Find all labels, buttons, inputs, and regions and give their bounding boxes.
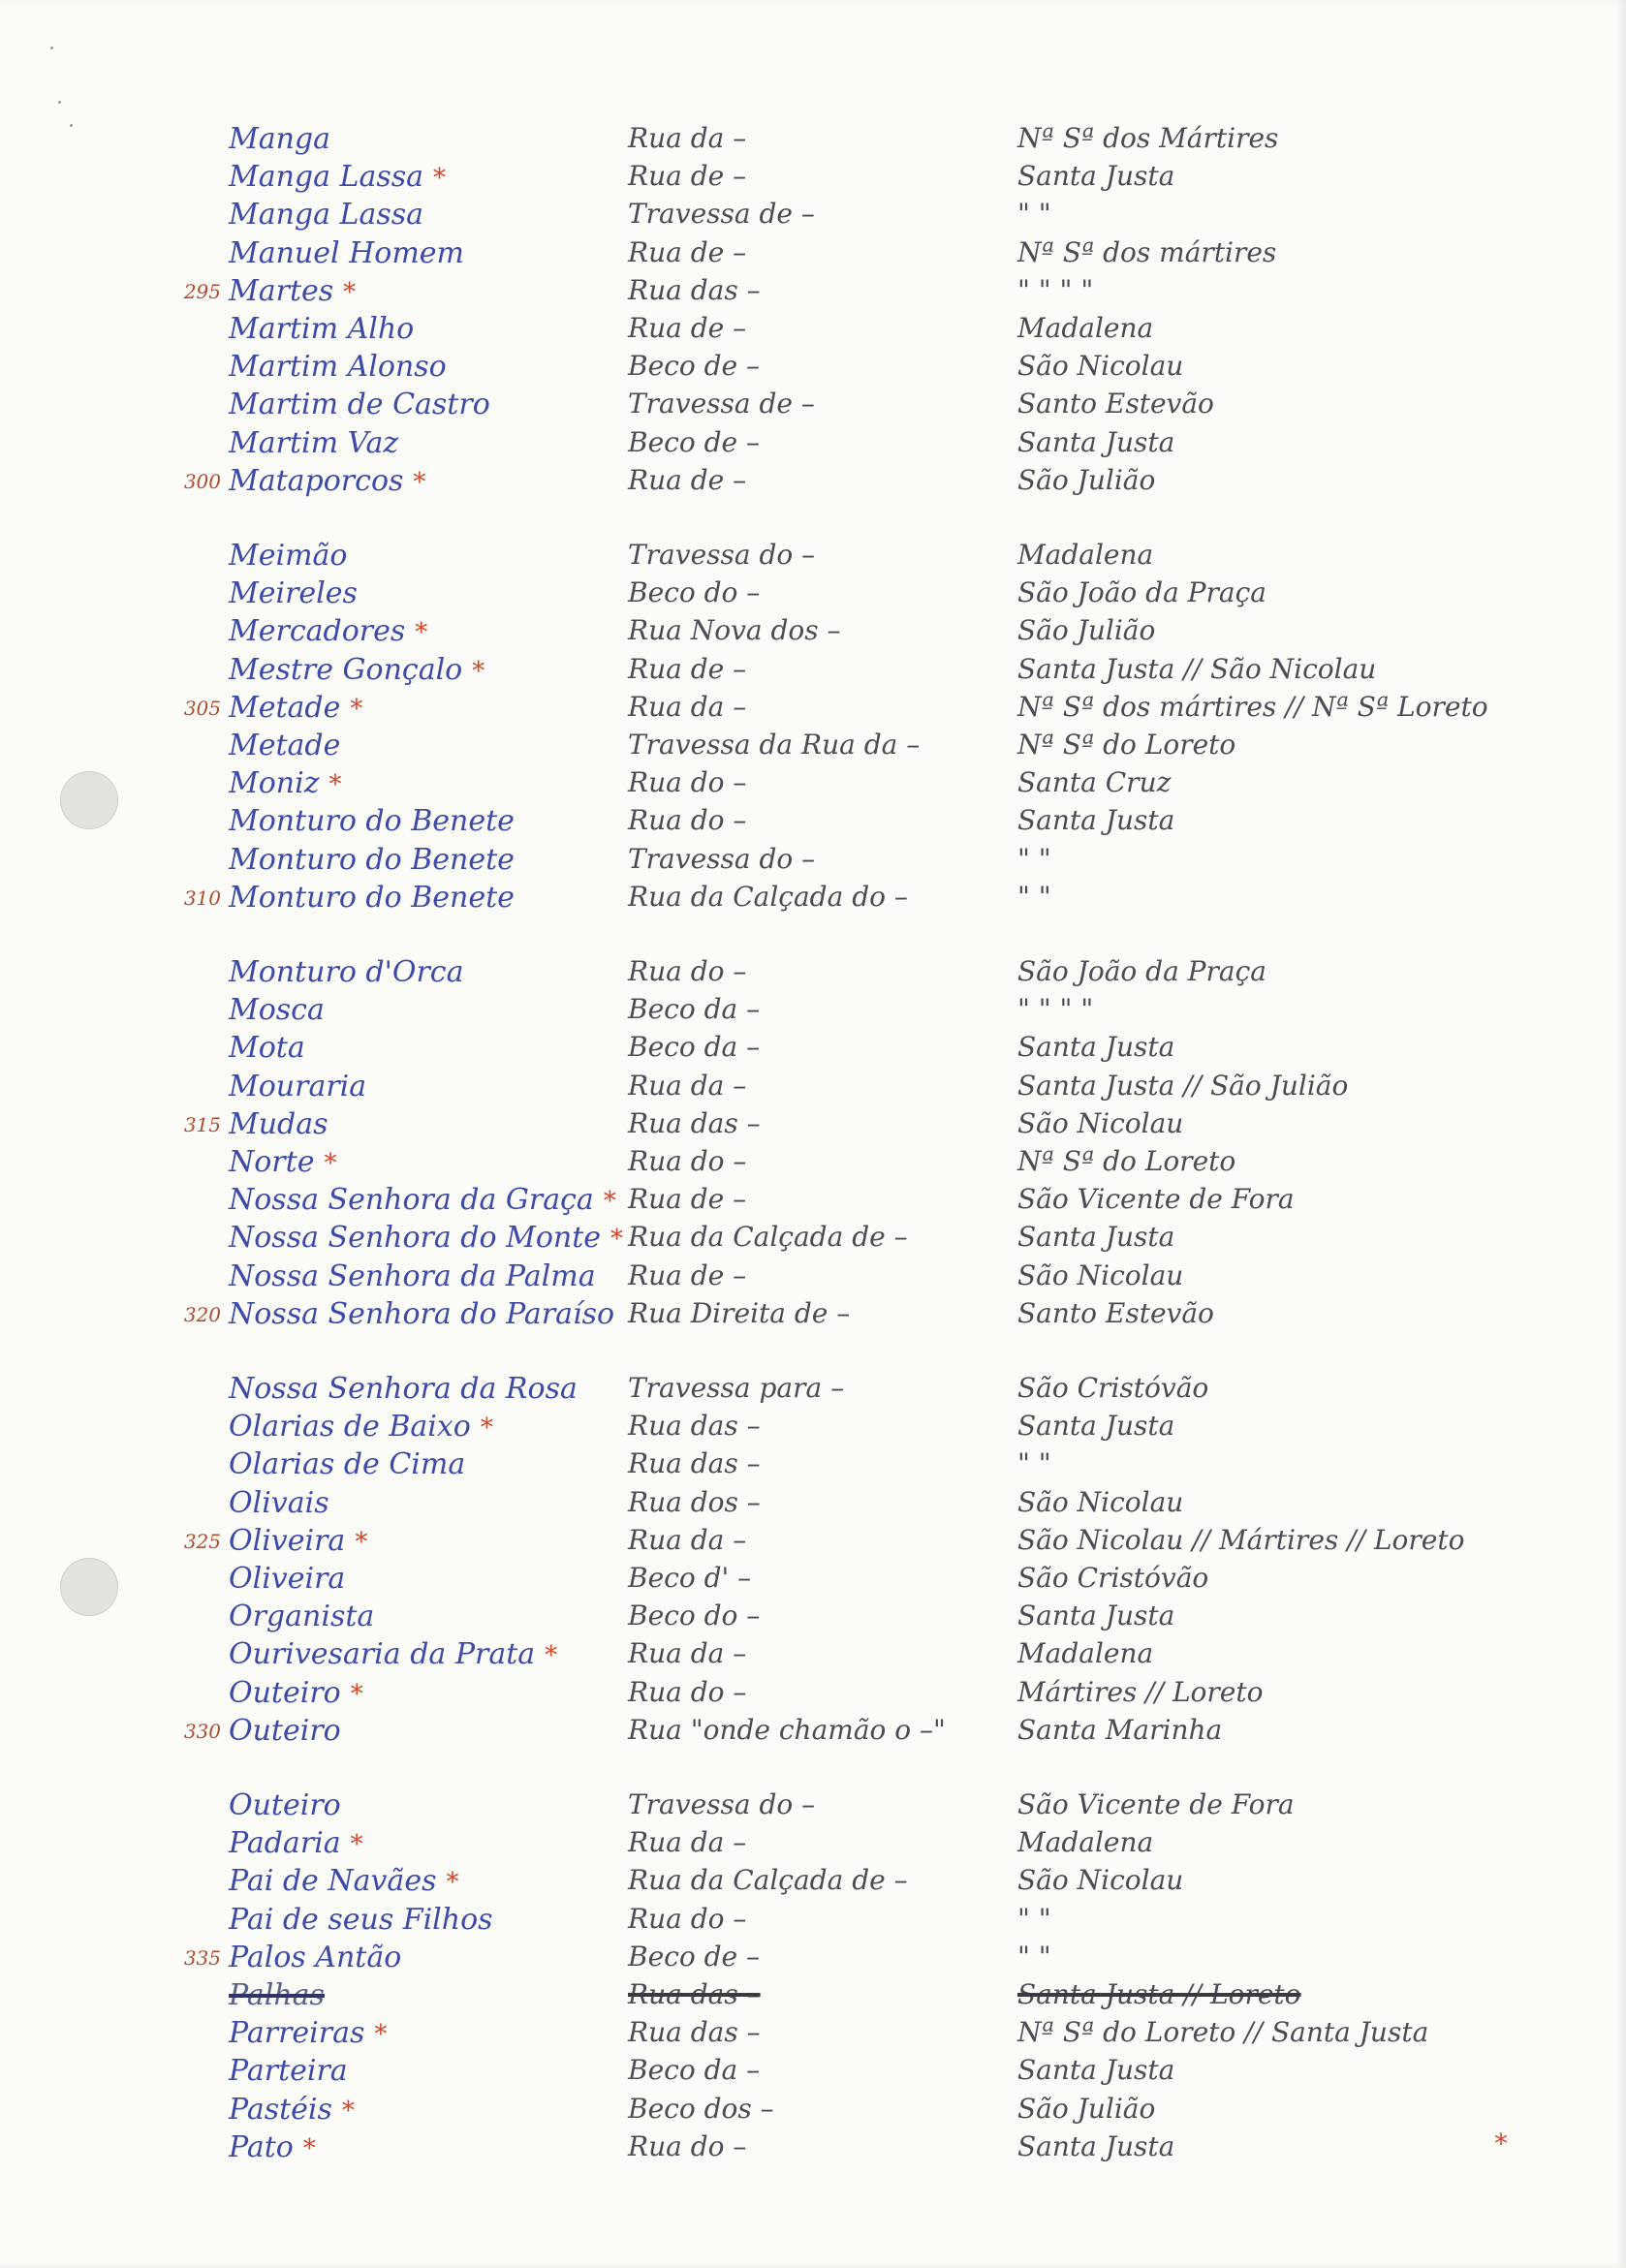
street-type: Beco de – bbox=[628, 425, 760, 458]
parish: São Nicolau bbox=[1017, 1485, 1184, 1518]
asterisk-mark: * bbox=[610, 1225, 624, 1255]
street-name-text: Monturo do Benete bbox=[229, 842, 515, 877]
street-name-text: Mosca bbox=[229, 993, 325, 1028]
list-item bbox=[0, 1562, 1626, 1599]
street-type: Rua do – bbox=[628, 766, 747, 799]
list-item bbox=[0, 236, 1626, 273]
parish: Santa Justa bbox=[1017, 1031, 1175, 1064]
margin-asterisk: * bbox=[1494, 2128, 1508, 2159]
street-name bbox=[229, 350, 447, 384]
street-type: Beco dos – bbox=[628, 2092, 774, 2125]
parish: " " bbox=[1017, 1940, 1051, 1973]
parish: " " bbox=[1017, 1447, 1051, 1480]
street-name bbox=[229, 843, 515, 877]
list-item bbox=[0, 426, 1626, 463]
entry-number: 305 bbox=[183, 696, 221, 720]
list-item bbox=[0, 2016, 1626, 2053]
street-type: Rua da Calçada de – bbox=[628, 1221, 908, 1254]
parish: Nª Sª dos Mártires bbox=[1017, 122, 1279, 154]
street-name-text: Martim Alho bbox=[229, 312, 415, 346]
street-type: Beco de – bbox=[628, 350, 760, 383]
street-name bbox=[229, 2016, 387, 2050]
street-type: Beco da – bbox=[628, 993, 761, 1026]
street-name bbox=[229, 955, 464, 989]
street-type: Rua da – bbox=[628, 1523, 747, 1556]
street-name-text: Monturo do Benete bbox=[229, 804, 515, 839]
street-type: Beco de – bbox=[628, 1940, 760, 1973]
street-name-text: Manga Lassa bbox=[229, 160, 424, 195]
parish: Nª Sª do Loreto bbox=[1017, 1145, 1236, 1177]
parish: Santa Justa bbox=[1017, 804, 1175, 837]
paper-speck bbox=[58, 101, 61, 104]
street-name-text: Olivais bbox=[229, 1485, 329, 1520]
parish: Madalena bbox=[1017, 312, 1154, 344]
parish: " " " " bbox=[1017, 273, 1094, 306]
street-name-text: Mudas bbox=[229, 1106, 328, 1141]
street-name-text: Monturo do Benete bbox=[229, 880, 515, 915]
asterisk-mark: * bbox=[545, 1641, 558, 1671]
parish: São João da Praça bbox=[1017, 955, 1266, 987]
parish: Mártires // Loreto bbox=[1017, 1675, 1264, 1708]
list-item bbox=[0, 198, 1626, 234]
list-item bbox=[0, 576, 1626, 613]
street-type: Rua de – bbox=[628, 1183, 747, 1216]
street-name-text: Moniz bbox=[229, 766, 320, 801]
entry-number: 315 bbox=[183, 1112, 221, 1136]
list-item bbox=[0, 1676, 1626, 1713]
street-type: Travessa do – bbox=[628, 539, 816, 571]
parish: Santa Justa bbox=[1017, 160, 1175, 193]
street-name bbox=[229, 160, 446, 194]
list-item bbox=[0, 1826, 1626, 1863]
street-type: Rua do – bbox=[628, 1675, 747, 1708]
street-name-text: Oliveira bbox=[229, 1562, 346, 1596]
street-type: Rua das – bbox=[628, 273, 761, 306]
street-name-text: Pato bbox=[229, 2129, 294, 2164]
parish: " " bbox=[1017, 880, 1051, 913]
list-item bbox=[0, 464, 1626, 501]
parish: Nª Sª dos mártires // Nª Sª Loreto bbox=[1017, 690, 1488, 723]
street-name-text: Nossa Senhora do Monte bbox=[229, 1221, 602, 1256]
street-name bbox=[229, 1562, 345, 1596]
asterisk-mark: * bbox=[480, 1414, 493, 1444]
street-name bbox=[229, 1864, 458, 1898]
street-name-text: Organista bbox=[229, 1600, 375, 1634]
street-name-text: Parreiras bbox=[229, 2016, 365, 2051]
parish: São Vicente de Fora bbox=[1017, 1788, 1295, 1820]
street-name bbox=[229, 426, 398, 460]
paper-speck bbox=[50, 47, 53, 49]
list-item bbox=[0, 274, 1626, 311]
street-type: Rua Direita de – bbox=[628, 1296, 851, 1329]
parish: São Nicolau // Mártires // Loreto bbox=[1017, 1523, 1465, 1556]
street-type: Rua Nova dos – bbox=[628, 614, 841, 647]
street-name-text: Nossa Senhora da Rosa bbox=[229, 1372, 578, 1406]
asterisk-mark: * bbox=[472, 656, 485, 686]
street-name bbox=[229, 198, 423, 232]
street-name bbox=[229, 1941, 401, 1974]
asterisk-mark: * bbox=[324, 1149, 337, 1178]
parish: Santa Justa bbox=[1017, 1221, 1175, 1254]
street-name bbox=[229, 1297, 614, 1331]
street-name bbox=[229, 236, 464, 270]
street-type: Rua dos – bbox=[628, 1485, 761, 1518]
parish: Santa Justa bbox=[1017, 2054, 1175, 2087]
list-item bbox=[0, 1600, 1626, 1636]
street-type: Rua da Calçada de – bbox=[628, 1864, 908, 1897]
street-name bbox=[229, 576, 358, 610]
street-type: Rua das – bbox=[628, 1447, 761, 1480]
list-item bbox=[0, 1410, 1626, 1446]
street-type: Travessa de – bbox=[628, 388, 815, 420]
street-name-text: Mouraria bbox=[229, 1069, 367, 1103]
parish: São João da Praça bbox=[1017, 576, 1266, 609]
parish: Santo Estevão bbox=[1017, 1296, 1214, 1329]
list-item bbox=[0, 1864, 1626, 1901]
list-item bbox=[0, 729, 1626, 765]
list-item bbox=[0, 804, 1626, 841]
list-item bbox=[0, 122, 1626, 159]
parish: " " " " bbox=[1017, 993, 1094, 1026]
list-item bbox=[0, 1221, 1626, 1258]
list-item bbox=[0, 1978, 1626, 2015]
street-name-text: Pai de Navães bbox=[229, 1864, 437, 1899]
parish: São Vicente de Fora bbox=[1017, 1183, 1295, 1216]
street-type: Rua do – bbox=[628, 955, 747, 987]
asterisk-mark: * bbox=[302, 2133, 316, 2163]
street-name-text: Martim Vaz bbox=[229, 425, 399, 460]
list-item bbox=[0, 539, 1626, 575]
parish: Santa Justa bbox=[1017, 1410, 1175, 1443]
list-item bbox=[0, 312, 1626, 349]
list-item bbox=[0, 1788, 1626, 1825]
street-name bbox=[229, 881, 515, 915]
street-name bbox=[229, 1410, 493, 1444]
street-name-text: Norte bbox=[229, 1145, 315, 1179]
street-name-text: Martim Alonso bbox=[229, 350, 447, 385]
street-name-text: Mataporcos bbox=[229, 463, 404, 498]
street-type: Rua das – bbox=[628, 1410, 761, 1443]
list-item bbox=[0, 1447, 1626, 1484]
parish: São Nicolau bbox=[1017, 350, 1184, 383]
street-name bbox=[229, 2093, 355, 2127]
street-type: Rua da – bbox=[628, 1826, 747, 1859]
street-name bbox=[229, 1447, 465, 1481]
street-name bbox=[229, 614, 427, 648]
street-name bbox=[229, 2130, 316, 2164]
street-type: Rua do – bbox=[628, 1902, 747, 1935]
street-type: Beco do – bbox=[628, 1600, 761, 1632]
parish: São Nicolau bbox=[1017, 1864, 1184, 1897]
street-name-text: Outeiro bbox=[229, 1713, 341, 1748]
asterisk-mark: * bbox=[341, 2096, 355, 2126]
street-type: Rua da – bbox=[628, 1637, 747, 1670]
asterisk-mark: * bbox=[328, 770, 342, 800]
street-name bbox=[229, 653, 485, 687]
list-item bbox=[0, 1372, 1626, 1409]
entry-number: 325 bbox=[183, 1529, 221, 1553]
asterisk-mark: * bbox=[433, 164, 447, 194]
street-name-text: Martes bbox=[229, 273, 334, 308]
street-name-text: Mota bbox=[229, 1031, 305, 1066]
street-type: Beco do – bbox=[628, 576, 761, 609]
street-name bbox=[229, 388, 490, 421]
street-type: Travessa para – bbox=[628, 1372, 845, 1404]
parish: " " bbox=[1017, 198, 1051, 231]
street-name bbox=[229, 1903, 493, 1937]
list-item bbox=[0, 1941, 1626, 1977]
parish: Santa Justa // São Nicolau bbox=[1017, 652, 1377, 685]
parish: " " bbox=[1017, 1902, 1051, 1935]
street-type: Rua de – bbox=[628, 312, 747, 344]
street-name-text: Palos Antão bbox=[229, 1940, 402, 1974]
parish: Santa Justa bbox=[1017, 1600, 1175, 1632]
street-name bbox=[229, 1600, 374, 1633]
street-name-text: Monturo d'Orca bbox=[229, 955, 464, 989]
list-item bbox=[0, 1259, 1626, 1296]
street-name-text: Manga bbox=[229, 122, 331, 156]
asterisk-mark: * bbox=[350, 1830, 363, 1860]
list-item bbox=[0, 1183, 1626, 1220]
street-name bbox=[229, 1031, 305, 1065]
parish: Madalena bbox=[1017, 1826, 1154, 1859]
street-name bbox=[229, 729, 340, 762]
street-name bbox=[229, 2054, 348, 2088]
list-item bbox=[0, 766, 1626, 803]
street-name-text: Meimão bbox=[229, 539, 348, 573]
street-type: Beco da – bbox=[628, 1031, 761, 1064]
list-item bbox=[0, 1714, 1626, 1751]
street-type: Rua da – bbox=[628, 1069, 747, 1102]
parish: São Julião bbox=[1017, 2092, 1156, 2125]
parish: São Cristóvão bbox=[1017, 1372, 1209, 1404]
street-type: Rua de – bbox=[628, 160, 747, 193]
street-name-text: Manuel Homem bbox=[229, 235, 465, 270]
parish: Madalena bbox=[1017, 539, 1154, 571]
parish: Nª Sª dos mártires bbox=[1017, 235, 1277, 268]
asterisk-mark: * bbox=[413, 467, 426, 497]
asterisk-mark: * bbox=[350, 1679, 363, 1709]
parish: São Cristóvão bbox=[1017, 1562, 1209, 1594]
street-name bbox=[229, 1221, 623, 1255]
street-name-text: Ourivesaria da Prata bbox=[229, 1637, 536, 1672]
list-item bbox=[0, 2093, 1626, 2129]
parish: São Julião bbox=[1017, 463, 1156, 496]
street-name bbox=[229, 1676, 363, 1710]
list-item bbox=[0, 1903, 1626, 1940]
street-name bbox=[229, 1070, 366, 1103]
list-item bbox=[0, 2054, 1626, 2091]
entry-number: 300 bbox=[183, 469, 221, 493]
parish: Santa Marinha bbox=[1017, 1713, 1223, 1746]
street-name bbox=[229, 993, 325, 1027]
street-name bbox=[229, 539, 347, 573]
street-name-text: Parteira bbox=[229, 2054, 348, 2089]
parish: Madalena bbox=[1017, 1637, 1154, 1670]
entry-number: 320 bbox=[183, 1302, 221, 1326]
street-type: Rua da – bbox=[628, 690, 747, 723]
list-item bbox=[0, 1637, 1626, 1674]
street-name bbox=[229, 1259, 596, 1293]
asterisk-mark: * bbox=[374, 2020, 388, 2050]
street-name bbox=[229, 464, 425, 498]
parish: São Nicolau bbox=[1017, 1106, 1184, 1139]
street-name bbox=[229, 804, 515, 838]
asterisk-mark: * bbox=[603, 1187, 616, 1217]
list-item bbox=[0, 881, 1626, 917]
asterisk-mark: * bbox=[350, 694, 363, 724]
list-item bbox=[0, 993, 1626, 1030]
street-name-text: Palhas bbox=[229, 1978, 325, 2012]
street-type: Rua de – bbox=[628, 463, 747, 496]
list-item bbox=[0, 1070, 1626, 1106]
street-name bbox=[229, 312, 414, 346]
street-type: Travessa do – bbox=[628, 842, 816, 875]
street-type: Rua de – bbox=[628, 235, 747, 268]
street-name bbox=[229, 1107, 328, 1141]
street-name bbox=[229, 1486, 329, 1520]
list-item bbox=[0, 1145, 1626, 1182]
parish: São Nicolau bbox=[1017, 1258, 1184, 1291]
list-item bbox=[0, 843, 1626, 880]
asterisk-mark: * bbox=[355, 1527, 368, 1557]
list-item bbox=[0, 1524, 1626, 1561]
street-name bbox=[229, 1637, 557, 1671]
street-type: Beco da – bbox=[628, 2054, 761, 2087]
asterisk-mark: * bbox=[343, 277, 357, 307]
parish: Santa Justa // São Julião bbox=[1017, 1069, 1349, 1102]
list-item bbox=[0, 1107, 1626, 1144]
entry-number: 310 bbox=[183, 885, 221, 910]
street-name-text: Nossa Senhora da Palma bbox=[229, 1258, 596, 1293]
street-name bbox=[229, 274, 356, 308]
street-name bbox=[229, 1524, 367, 1558]
list-item bbox=[0, 1486, 1626, 1523]
street-name-text: Outeiro bbox=[229, 1675, 341, 1710]
street-name bbox=[229, 122, 330, 156]
street-type: Travessa do – bbox=[628, 1788, 816, 1820]
street-name bbox=[229, 1183, 616, 1217]
street-type: Rua das – bbox=[628, 2016, 761, 2049]
street-name-text: Metade bbox=[229, 729, 341, 762]
street-type: Rua do – bbox=[628, 1145, 747, 1177]
parish: Santa Justa bbox=[1017, 2129, 1175, 2162]
street-type: Rua do – bbox=[628, 2129, 747, 2162]
parish: Santa Justa // Loreto bbox=[1017, 1978, 1301, 2010]
street-name-text: Outeiro bbox=[229, 1788, 341, 1822]
list-item bbox=[0, 2130, 1626, 2167]
street-type: Rua "onde chamão o –" bbox=[628, 1713, 946, 1746]
street-name-text: Mestre Gonçalo bbox=[229, 652, 463, 687]
list-item bbox=[0, 653, 1626, 690]
street-name bbox=[229, 1714, 341, 1748]
street-type: Beco d' – bbox=[628, 1562, 752, 1594]
parish: " " bbox=[1017, 842, 1051, 875]
street-name bbox=[229, 691, 362, 725]
street-type: Rua das – bbox=[628, 1978, 761, 2010]
street-name-text: Padaria bbox=[229, 1826, 341, 1861]
street-name-text: Nossa Senhora da Graça bbox=[229, 1183, 594, 1218]
entry-number: 295 bbox=[183, 279, 221, 303]
list-item bbox=[0, 350, 1626, 387]
street-type: Travessa de – bbox=[628, 198, 815, 231]
asterisk-mark: * bbox=[415, 618, 428, 648]
entry-number: 335 bbox=[183, 1945, 221, 1970]
list-item bbox=[0, 388, 1626, 424]
parish: Santo Estevão bbox=[1017, 388, 1214, 420]
street-name-text: Martim de Castro bbox=[229, 388, 490, 422]
parish: São Julião bbox=[1017, 614, 1156, 647]
street-name-text: Metade bbox=[229, 690, 341, 725]
street-type: Rua de – bbox=[628, 652, 747, 685]
entry-number: 330 bbox=[183, 1719, 221, 1743]
parish: Santa Cruz bbox=[1017, 766, 1172, 799]
street-name bbox=[229, 1788, 341, 1822]
street-name-text: Pai de seus Filhos bbox=[229, 1902, 493, 1937]
street-type: Rua de – bbox=[628, 1258, 747, 1291]
street-name-text: Nossa Senhora do Paraíso bbox=[229, 1296, 615, 1331]
street-type: Rua das – bbox=[628, 1106, 761, 1139]
street-name bbox=[229, 1372, 578, 1406]
parish: Nª Sª do Loreto // Santa Justa bbox=[1017, 2016, 1429, 2049]
list-item bbox=[0, 1031, 1626, 1068]
street-type: Rua da – bbox=[628, 122, 747, 154]
street-type: Travessa da Rua da – bbox=[628, 729, 921, 761]
street-name-text: Manga Lassa bbox=[229, 198, 424, 233]
parish: Nª Sª do Loreto bbox=[1017, 729, 1236, 761]
street-name-text: Olarias de Baixo bbox=[229, 1410, 471, 1445]
street-name-text: Olarias de Cima bbox=[229, 1447, 466, 1482]
list-item bbox=[0, 160, 1626, 197]
parish: Santa Justa bbox=[1017, 425, 1175, 458]
street-type: Rua da Calçada do – bbox=[628, 880, 908, 913]
street-name-text: Mercadores bbox=[229, 614, 406, 649]
list-item bbox=[0, 691, 1626, 728]
street-type: Rua do – bbox=[628, 804, 747, 837]
street-name-text: Oliveira bbox=[229, 1523, 346, 1558]
street-name bbox=[229, 1978, 325, 2012]
street-name-text: Pastéis bbox=[229, 2092, 332, 2127]
list-item bbox=[0, 1297, 1626, 1334]
street-name bbox=[229, 766, 342, 800]
street-name bbox=[229, 1145, 336, 1179]
asterisk-mark: * bbox=[446, 1868, 459, 1898]
list-item bbox=[0, 955, 1626, 992]
list-item bbox=[0, 614, 1626, 651]
street-name bbox=[229, 1826, 363, 1860]
street-name-text: Meireles bbox=[229, 576, 358, 611]
